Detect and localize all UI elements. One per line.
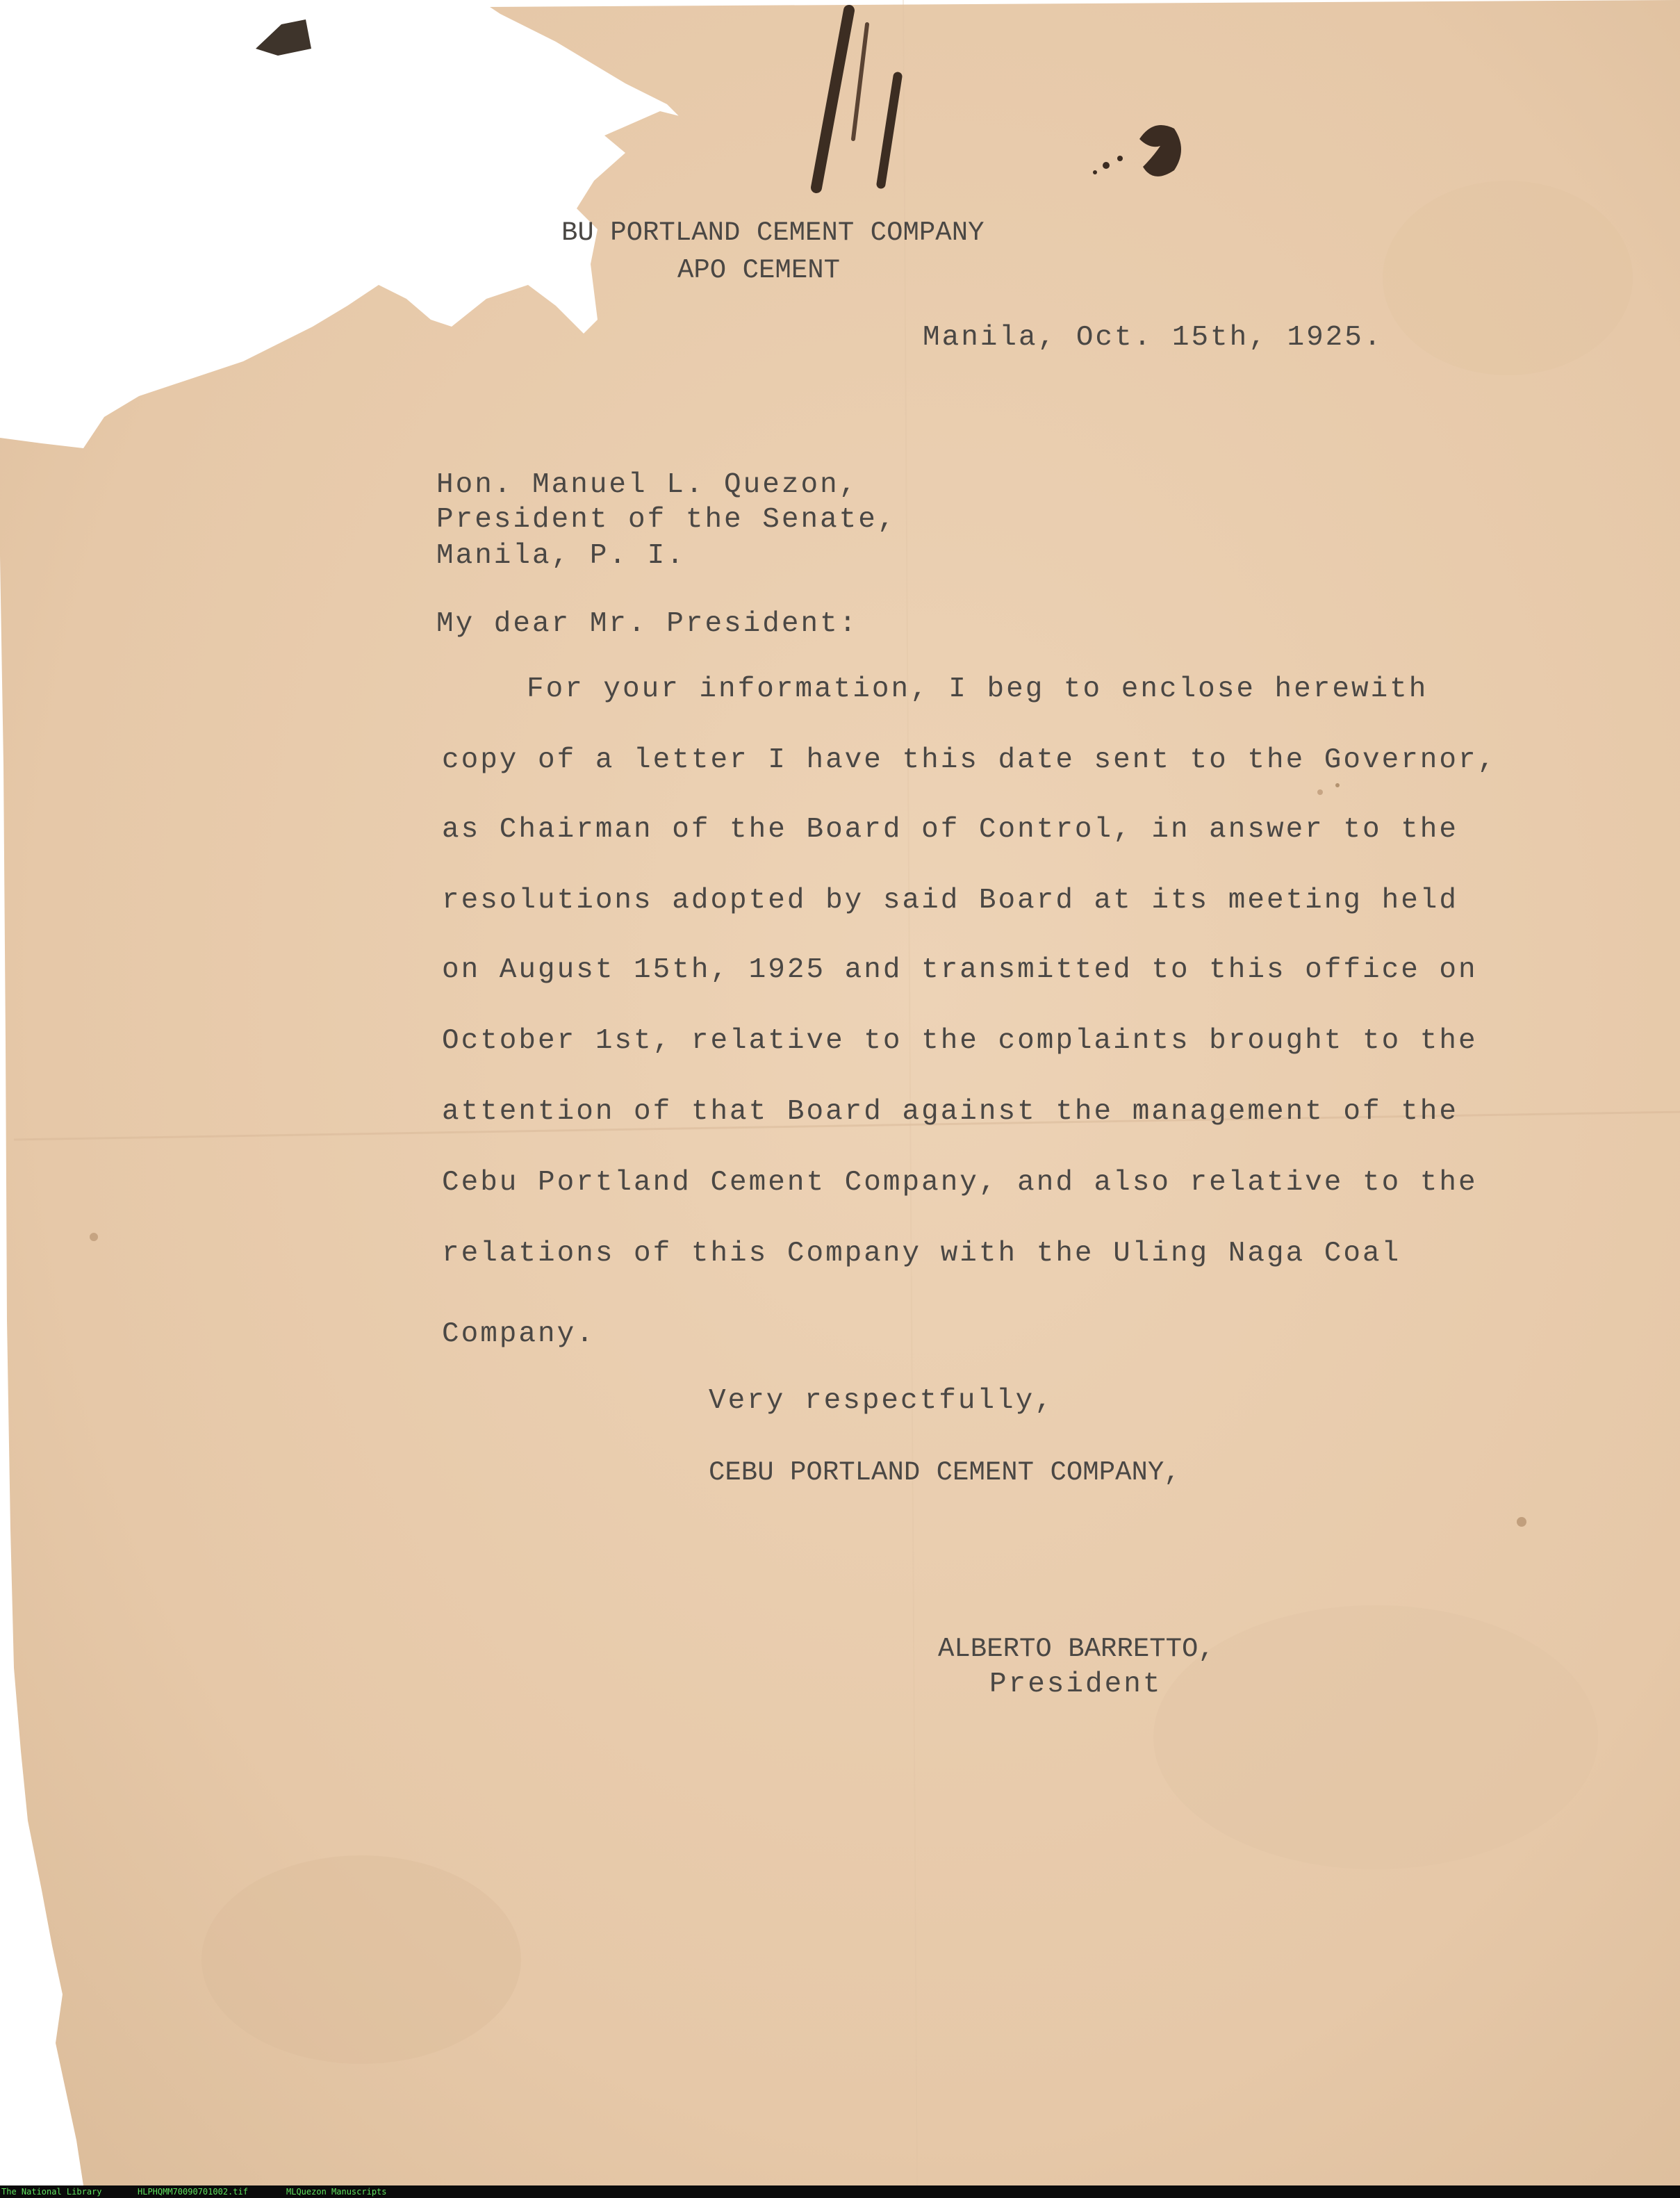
body-line: copy of a letter I have this date sent to the Governor,	[442, 744, 1497, 776]
signatory-name: ALBERTO BARRETTO,	[938, 1634, 1214, 1664]
closing: Very respectfully,	[709, 1385, 1054, 1417]
paper-stain	[1383, 181, 1633, 375]
archive-footer	[0, 2185, 1680, 2198]
footer-collection: MLQuezon Manuscripts	[286, 2187, 387, 2197]
recipient-name: Hon. Manuel L. Quezon,	[436, 469, 859, 501]
recipient-title: President of the Senate,	[436, 504, 897, 536]
paper-stain	[1153, 1605, 1598, 1869]
paper-speck	[1517, 1517, 1526, 1527]
body-line: on August 15th, 1925 and transmitted to this office on	[442, 954, 1478, 986]
body-line: as Chairman of the Board of Control, in answer to the	[442, 814, 1459, 846]
salutation: My dear Mr. President:	[436, 608, 859, 640]
recipient-location: Manila, P. I.	[436, 540, 686, 572]
paper-speck	[1335, 783, 1340, 787]
body-line: October 1st, relative to the complaints brought to the	[442, 1025, 1478, 1057]
signatory-title: President	[989, 1668, 1162, 1700]
ink-speck	[1117, 156, 1123, 161]
footer-library: The National Library	[1, 2187, 102, 2197]
ink-speck	[1103, 162, 1110, 169]
body-line: For your information, I beg to enclose herewith	[527, 673, 1428, 705]
footer-file-id: HLPHQMM70090701002.tif	[138, 2187, 248, 2197]
paper-fragment	[256, 19, 311, 56]
date-line: Manila, Oct. 15th, 1925.	[923, 322, 1383, 354]
body-line: Cebu Portland Cement Company, and also relative to the	[442, 1167, 1478, 1199]
body-line: Company.	[442, 1318, 595, 1350]
body-line: resolutions adopted by said Board at its meeting held	[442, 885, 1459, 917]
body-line: relations of this Company with the Uling Naga Coal	[442, 1238, 1401, 1270]
letterhead-company: BU PORTLAND CEMENT COMPANY	[561, 218, 985, 248]
paper-stain	[201, 1855, 521, 2064]
ink-speck	[1093, 170, 1097, 174]
paper-speck	[1317, 789, 1323, 795]
paper-speck	[90, 1233, 98, 1241]
body-line: attention of that Board against the management of the	[442, 1096, 1459, 1128]
closing-company: CEBU PORTLAND CEMENT COMPANY,	[709, 1457, 1180, 1488]
letterhead-brand: APO CEMENT	[677, 255, 841, 286]
